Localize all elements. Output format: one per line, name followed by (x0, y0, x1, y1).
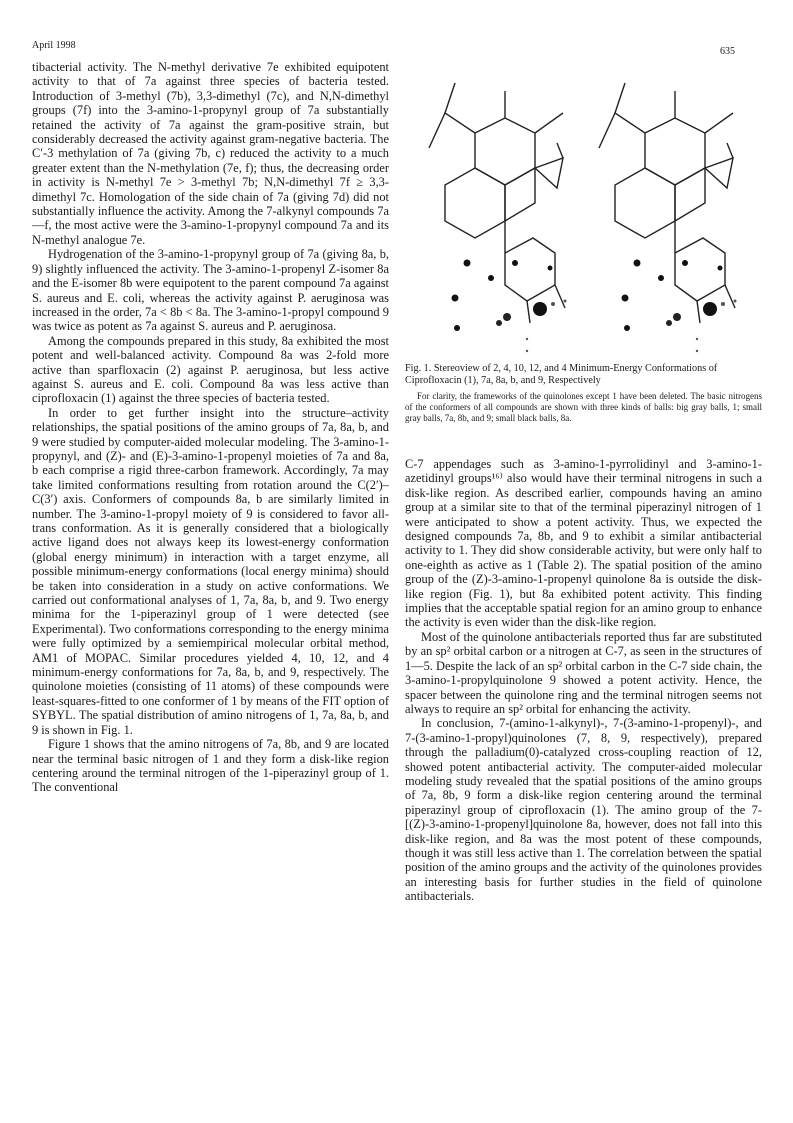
paragraph: Among the compounds prepared in this study, 8a exhibited the most potent and well-balanced activity. Compound 8a was 2-fold more active than sparfloxacin (2) against P. aeruginosa, but less active against S. aureus and E. coli. Compound 8a was less active than ciprofloxacin (1) against the three species of bacteria tested. (32, 333, 389, 406)
figure-note: For clarity, the frameworks of the quinolones except 1 have been deleted. The basic nitrogens of the conformers of all compounds are shown with three kinds of balls: big gray balls, 1; small gray balls, 7a, 8b, and 9; small black balls, 8a. (405, 391, 762, 423)
paragraph: Hydrogenation of the 3-amino-1-propynyl group of 7a (giving 8a, b, 9) slightly influenced the activity. The 3-amino-1-propenyl Z-isomer 8a and the E-isomer 8b were equipotent to the parent compound 7a against S. aureus and E. coli, whereas the activity against P. aeruginosa was increased in the order, 7a < 8b < 8a. The 3-amino-1-propyl compound 9 was twice as potent as 7a against S. aureus and P. aeruginosa. (32, 247, 389, 334)
right-column (405, 457, 762, 904)
paragraph: C-7 appendages such as 3-amino-1-pyrrolidinyl and 3-amino-1-azetidinyl groups¹⁶⁾ also would have their terminal nitrogens in such a disk-like region. As described earlier, compounds having an amino group at a similar site to that of the terminal piperazinyl nitrogen of 1 were anticipated to show a potent activity. Thus, we expected the designed compounds 7a, 8b, and 9 to exhibit a similar antibacterial activity to 1. They did show considerable activity, but were only half to one-eighth as active as 1 (Table 2). The spatial position of the amino group of the (Z)-3-amino-1-propenyl quinolone 8a is outside the disk-like region (Fig. 1), but 8a exhibited potent activity. This finding implies that the acceptable spatial region for an amino group to enhance the activity is even wider than the disk-like region. (405, 457, 762, 630)
figure-caption: Fig. 1. Stereoview of 2, 4, 10, 12, and 4 Minimum-Energy Conformations of Ciprofloxacin (1), 7a, 8a, b, and 9, Respectively (405, 363, 718, 386)
stereoview-graphic (405, 58, 762, 358)
page-number: 635 (720, 46, 735, 57)
paragraph: Figure 1 shows that the amino nitrogens of 7a, 8b, and 9 are located near the terminal basic nitrogen of 1 and they form a disk-like region centering around the terminal nitrogen of the 1-piperazinyl group of 1. The conventional (32, 737, 389, 795)
left-column (32, 60, 389, 795)
figure-caption-block (405, 363, 762, 424)
paragraph: In conclusion, 7-(amino-1-alkynyl)-, 7-(3-amino-1-propenyl)-, and 7-(3-amino-1-propyl)quinolones (7, 8, 9, respectively), prepared through the palladium(0)-catalyzed cross-coupling reaction of 12, showed potent antibacterial activity. The computer-aided molecular modeling study revealed that the spatial positions of the amino groups of 7a, 8b, 9 form a disk-like region centering around the terminal piperazinyl group of ciprofloxacin (1). The amino group of the 7-[(Z)-3-amino-1-propenyl]quinolone 8a, however, does not fall into this disk-like region, and 8a was the most potent of these compounds, though it was still less active than 1. The correlation between the spatial position of the amino groups and the activity of the quinolones provides an interesting basis for further studies in the field of quinolone antibacterials. (405, 716, 762, 904)
paragraph: Most of the quinolone antibacterials reported thus far are substituted by an sp² orbital carbon or a nitrogen at C-7, as seen in the structures of 1—5. Despite the lack of an sp² orbital carbon in the C-7 side chain, the 3-amino-1-propylquinolone 9 showed a potent activity. Hence, the spacer between the quinolone ring and the terminal nitrogen seems not always to require an sp² orbital for enhancing the activity. (405, 629, 762, 716)
running-header-date: April 1998 (32, 40, 76, 51)
paragraph: tibacterial activity. The N-methyl derivative 7e exhibited equipotent activity to that of 7a against three species of bacteria tested. Introduction of 3-methyl (7b), 3,3-dimethyl (7c), and N,N-dimethyl groups (7f) into the 3-amino-1-propynyl group of 7a substantially retained the activity of 7a against the gram-positive strain, but considerably decreased the activity against gram-negative bacteria. The C′-3 methylation of 7a (giving 7b, c) reduced the activity to a much greater extent than the N-methylation (7e, f); thus, the decreasing order in activity is N-methyl 7e > 3-methyl 7b; N,N-dimethyl 7f ≥ 3,3-dimethyl 7c. Homologation of the side chain of 7a (giving 7d) did not substantially influence the activity. Among the 7-alkynyl compounds 7a—f, the most active were the 3-amino-1-propynyl compound 7a and its N-methyl analogue 7e. (32, 60, 389, 247)
figure-1-stereoview (405, 58, 762, 358)
paragraph: In order to get further insight into the structure–activity relationships, the spatial positions of the amino groups of 7a, 8a, b, and 9 were studied by computer-aided molecular modeling. The 3-amino-1-propynyl, and (Z)- and (E)-3-amino-1-propenyl moieties of 7a and 8a, b each comprise a rigid three-carbon framework. Accordingly, 7a may take limited conformations resulting from rotation around the C(2′)–C(3′) axis. Conformers of compounds 8a, b are similarly limited in number. The 3-amino-1-propyl moiety of 9 is considered to favor all-trans conformation. As it is generally considered that a biologically active ligand does not always keep its lowest-energy conformation (global energy minimum) in interaction with a target enzyme, all possible minimum-energy conformations (local energy minima) should be taken into consideration in a study on active conformations. We carried out conformational analyses of 1, 7a, 8a, b, and 9. Two energy minima for the 1-piperazinyl group of 1 were detected (see Experimental). Two conformations corresponding to the energy minima were fully optimized by a semiempirical molecular orbital method, AM1 of MOPAC. Similar procedures yielded 4, 10, 12, and 4 minimum-energy conformations for 7a, 8a, b, and 9, respectively. The quinolone moieties (consisting of 11 atoms) of these compounds were least-squares-fitted to one conformer of 1 by means of the FIT option of SYBYL. The spatial distribution of amino nitrogens of 1, 7a, 8a, b, and 9 is shown in Fig. 1. (32, 405, 389, 737)
